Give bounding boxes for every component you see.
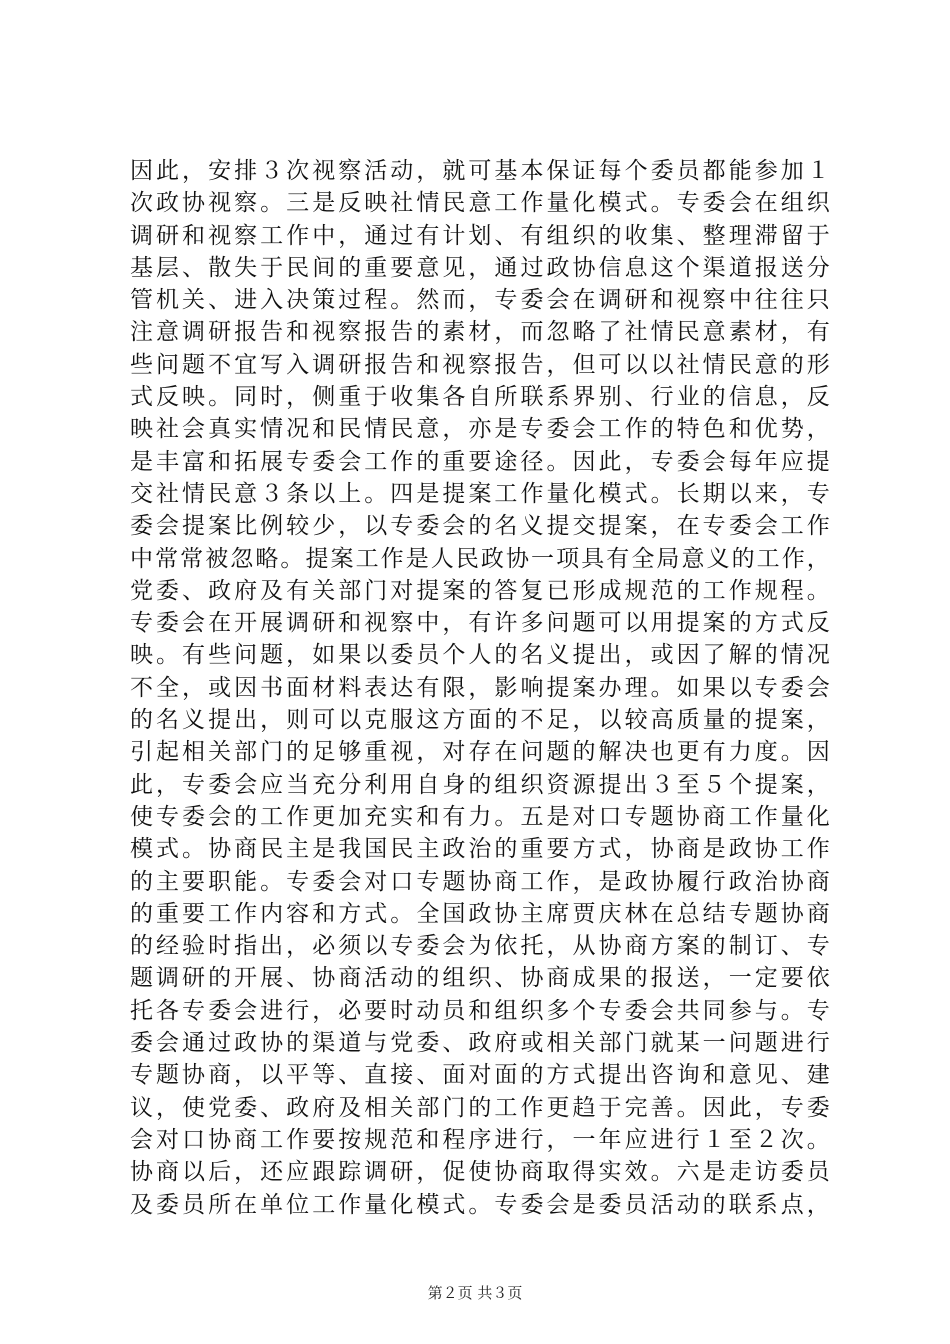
text-line: 委会提案比例较少，以专委会的名义提交提案，在专委会工作: [130, 513, 830, 540]
text-line: 的重要工作内容和方式。全国政协主席贾庆林在总结专题协商: [130, 900, 830, 927]
text-line: 模式。协商民主是我国民主政治的重要方式，协商是政协工作: [130, 836, 830, 863]
text-line: 式反映。同时，侧重于收集各自所联系界别、行业的信息，反: [130, 384, 830, 411]
text-line: 及委员所在单位工作量化模式。专委会是委员活动的联系点，: [130, 1191, 830, 1218]
text-line: 调研和视察工作中，通过有计划、有组织的收集、整理滞留于: [130, 222, 830, 249]
text-line: 因此，安排３次视察活动，就可基本保证每个委员都能参加１: [130, 158, 830, 184]
text-line: 题调研的开展、协商活动的组织、协商成果的报送，一定要依: [130, 965, 830, 992]
text-line: 不全，或因书面材料表达有限，影响提案办理。如果以专委会: [130, 674, 830, 701]
text-line: 中常常被忽略。提案工作是人民政协一项具有全局意义的工作，: [130, 545, 830, 572]
text-line: 委会通过政协的渠道与党委、政府或相关部门就某一问题进行: [130, 1030, 830, 1057]
text-line: 会对口协商工作要按规范和程序进行，一年应进行１至２次。: [130, 1126, 830, 1153]
text-line: 引起相关部门的足够重视，对存在问题的解决也更有力度。因: [130, 739, 830, 766]
text-line: 的主要职能。专委会对口专题协商工作，是政协履行政治协商: [130, 868, 830, 895]
text-line: 的经验时指出，必须以专委会为依托，从协商方案的制订、专: [130, 933, 830, 960]
text-line: 是丰富和拓展专委会工作的重要途径。因此，专委会每年应提: [130, 448, 830, 475]
text-line: 议，使党委、政府及相关部门的工作更趋于完善。因此，专委: [130, 1094, 830, 1121]
text-line: 注意调研报告和视察报告的素材，而忽略了社情民意素材，有: [130, 319, 830, 346]
text-line: 专题协商，以平等、直接、面对面的方式提出咨询和意见、建: [130, 1062, 830, 1089]
text-line: 协商以后，还应跟踪调研，促使协商取得实效。六是走访委员: [130, 1159, 830, 1186]
text-line: 基层、散失于民间的重要意见，通过政协信息这个渠道报送分: [130, 254, 830, 281]
text-line: 次政协视察。三是反映社情民意工作量化模式。专委会在组织: [130, 190, 830, 217]
text-line: 党委、政府及有关部门对提案的答复已形成规范的工作规程。: [130, 577, 830, 604]
text-line: 专委会在开展调研和视察中，有许多问题可以用提案的方式反: [130, 610, 830, 637]
text-line: 托各专委会进行，必要时动员和组织多个专委会共同参与。专: [130, 997, 830, 1024]
text-line: 映。有些问题，如果以委员个人的名义提出，或因了解的情况: [130, 642, 830, 669]
text-line: 管机关、进入决策过程。然而，专委会在调研和视察中往往只: [130, 287, 830, 314]
text-line: 使专委会的工作更加充实和有力。五是对口专题协商工作量化: [130, 803, 830, 830]
text-line: 映社会真实情况和民情民意，亦是专委会工作的特色和优势，: [130, 416, 830, 443]
text-line: 此，专委会应当充分利用自身的组织资源提出３至５个提案，: [130, 771, 830, 798]
page-number-footer: 第２页 共３页: [427, 1284, 523, 1302]
text-line: 的名义提出，则可以克服这方面的不足，以较高质量的提案，: [130, 707, 830, 734]
text-line: 些问题不宜写入调研报告和视察报告，但可以以社情民意的形: [130, 351, 830, 378]
body-text: [130, 155, 830, 1221]
text-line: 交社情民意３条以上。四是提案工作量化模式。长期以来，专: [130, 480, 830, 507]
